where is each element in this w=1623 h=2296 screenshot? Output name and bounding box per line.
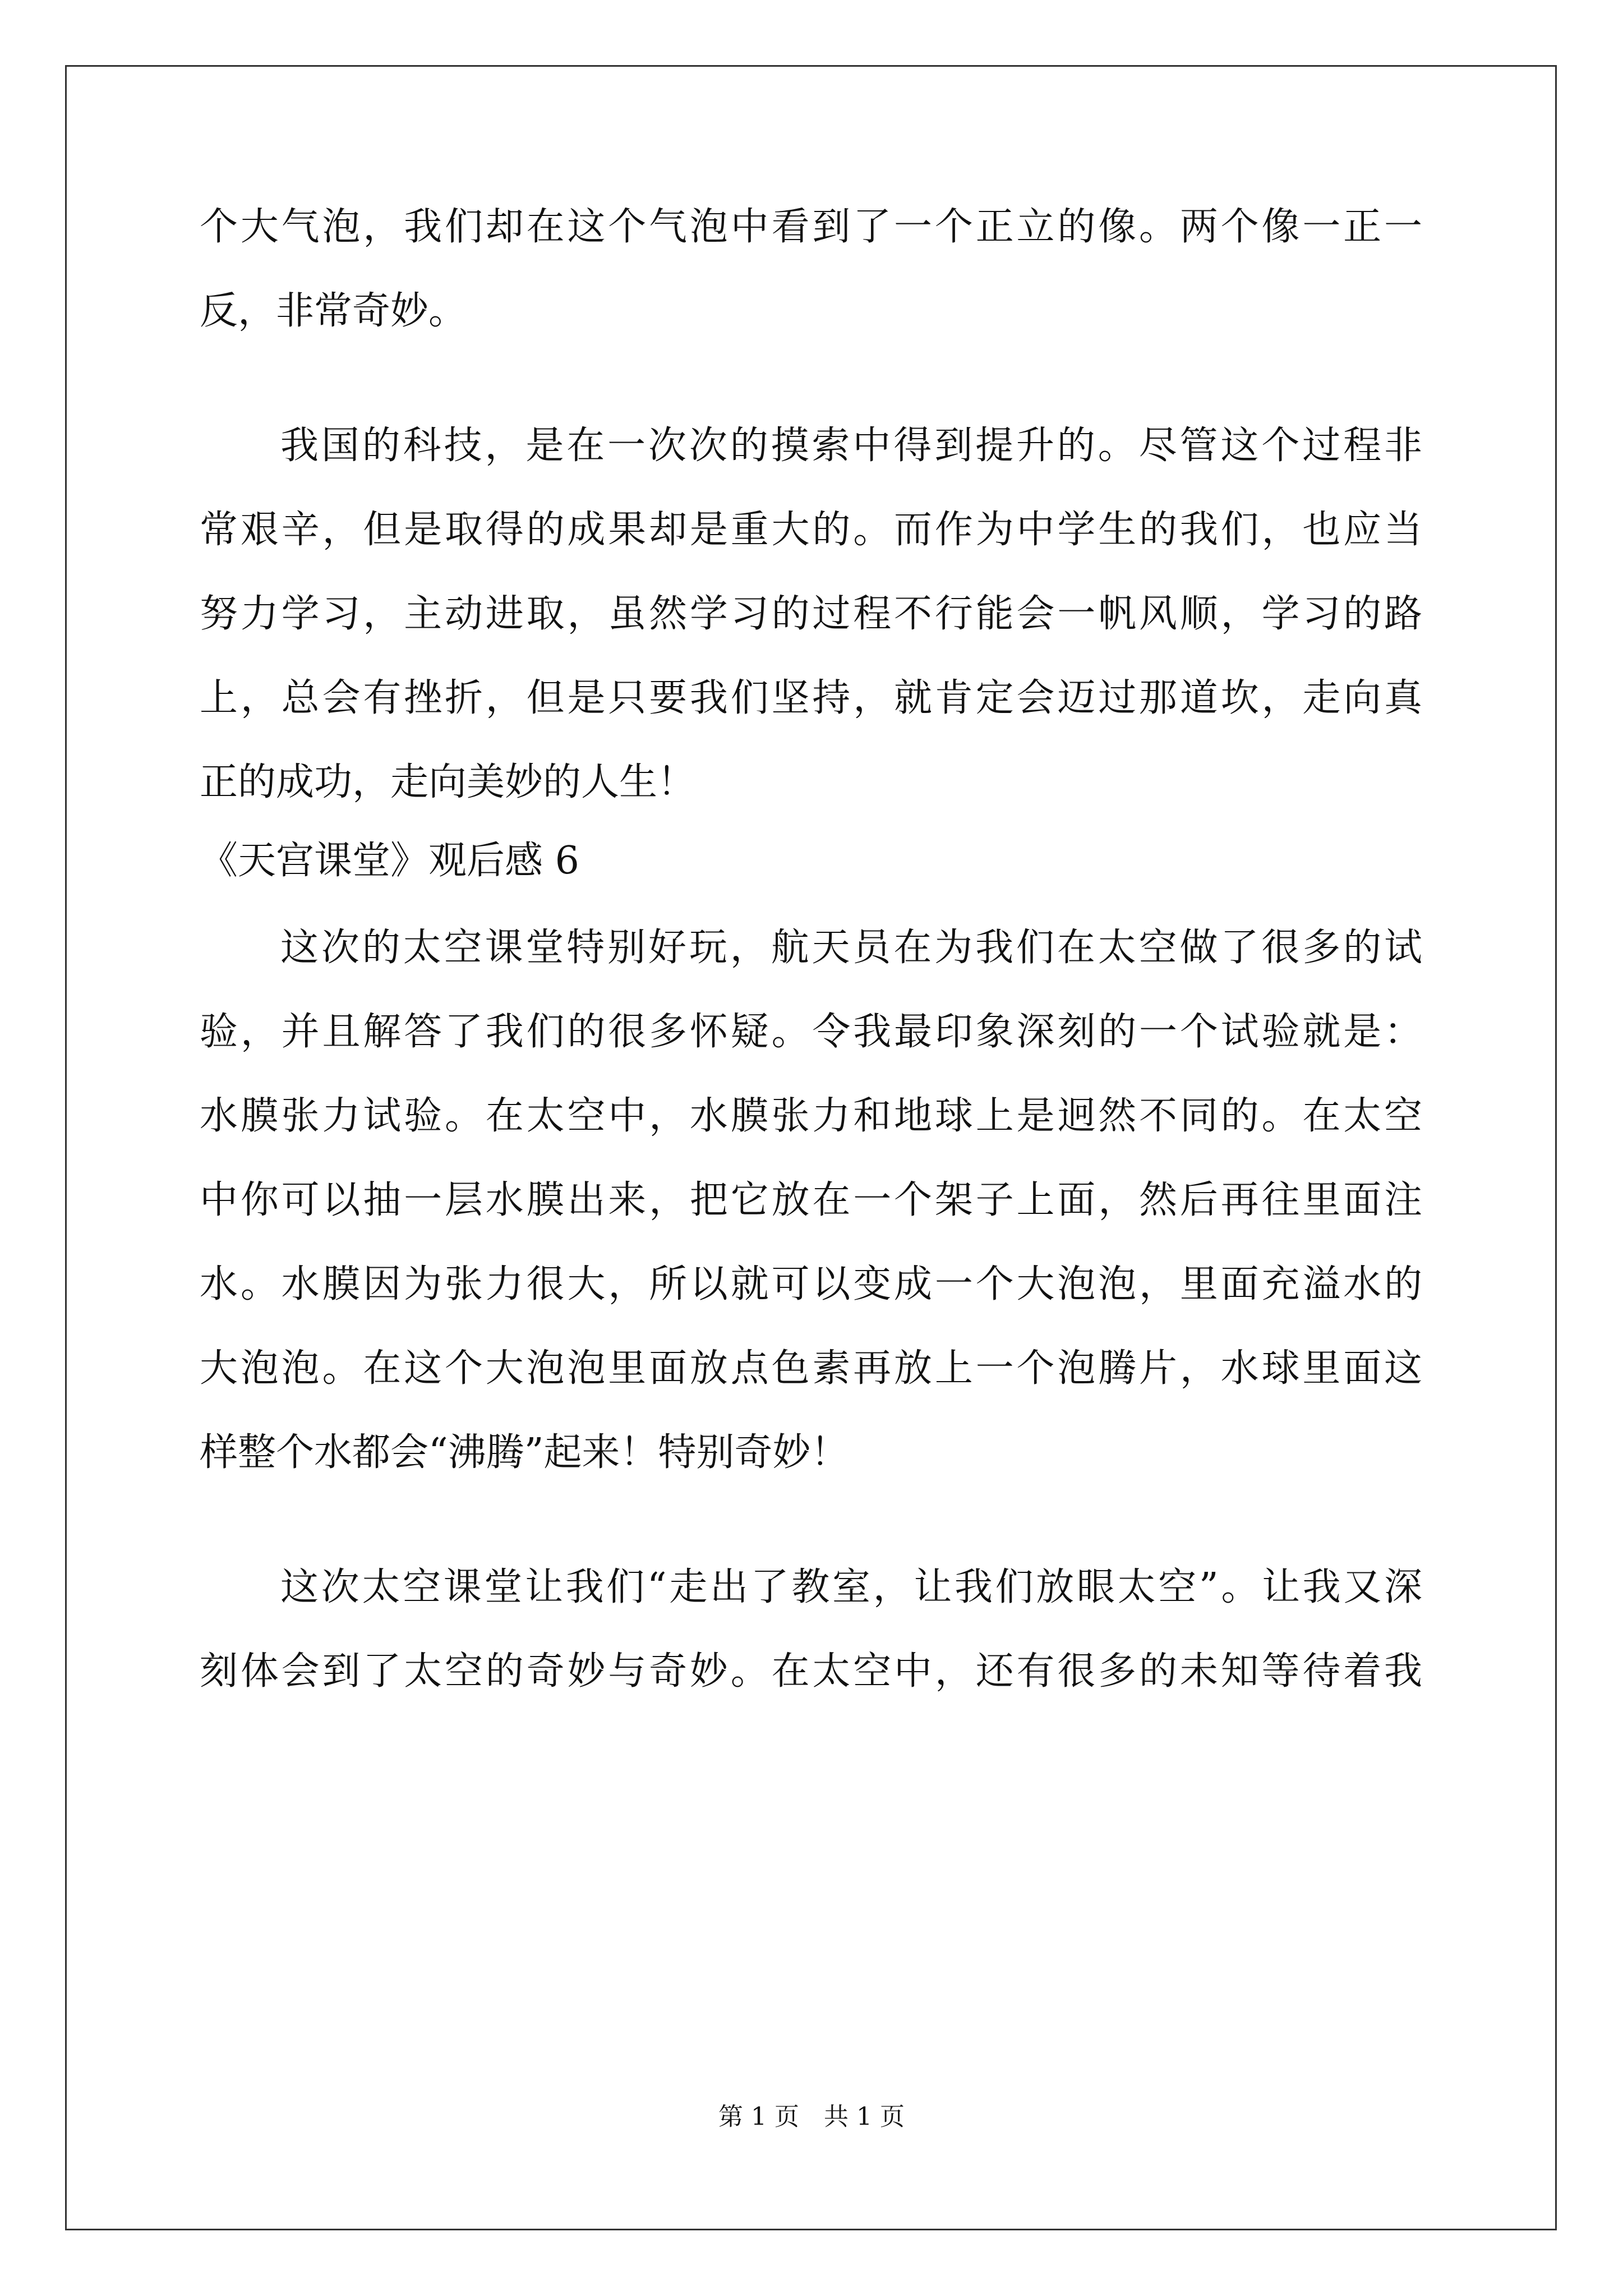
paragraph-line: 验，并且解答了我们的很多怀疑。令我最印象深刻的一个试验就是： [200, 1010, 1422, 1054]
paragraph-line: 努力学习，主动进取，虽然学习的过程不行能会一帆风顺，学习的路 [200, 592, 1422, 636]
section-heading: 《天宫课堂》观后感 6 [200, 839, 579, 883]
paragraph-line: 这次的太空课堂特别好玩，航天员在为我们在太空做了很多的试 [280, 926, 1422, 970]
paragraph-line: 常艰辛，但是取得的成果却是重大的。而作为中学生的我们，也应当 [200, 508, 1422, 552]
paragraph-line: 水膜张力试验。在太空中，水膜张力和地球上是迥然不同的。在太空 [200, 1094, 1422, 1138]
paragraph-line: 上，总会有挫折，但是只要我们坚持，就肯定会迈过那道坎，走向真 [200, 676, 1422, 720]
paragraph-line: 水。水膜因为张力很大，所以就可以变成一个大泡泡，里面充溢水的 [200, 1262, 1422, 1306]
paragraph-line: 中你可以抽一层水膜出来，把它放在一个架子上面，然后再往里面注 [200, 1178, 1422, 1222]
paragraph-line: 这次太空课堂让我们“走出了教室，让我们放眼太空”。让我又深 [280, 1565, 1422, 1609]
paragraph-line: 大泡泡。在这个大泡泡里面放点色素再放上一个泡腾片，水球里面这 [200, 1346, 1422, 1391]
page-border [65, 65, 1557, 2230]
paragraph-line: 刻体会到了太空的奇妙与奇妙。在太空中，还有很多的未知等待着我 [200, 1649, 1422, 1694]
page-footer: 第 1 页 共 1 页 [718, 2102, 905, 2131]
paragraph-line: 我国的科技，是在一次次的摸索中得到提升的。尽管这个过程非 [280, 424, 1422, 468]
paragraph-line: 正的成功，走向美妙的人生！ [200, 760, 696, 804]
paragraph-line: 反，非常奇妙。 [200, 289, 467, 333]
paragraph-line: 样整个水都会“沸腾”起来！特别奇妙！ [200, 1430, 849, 1475]
paragraph-line: 个大气泡，我们却在这个气泡中看到了一个正立的像。两个像一正一 [200, 205, 1422, 249]
